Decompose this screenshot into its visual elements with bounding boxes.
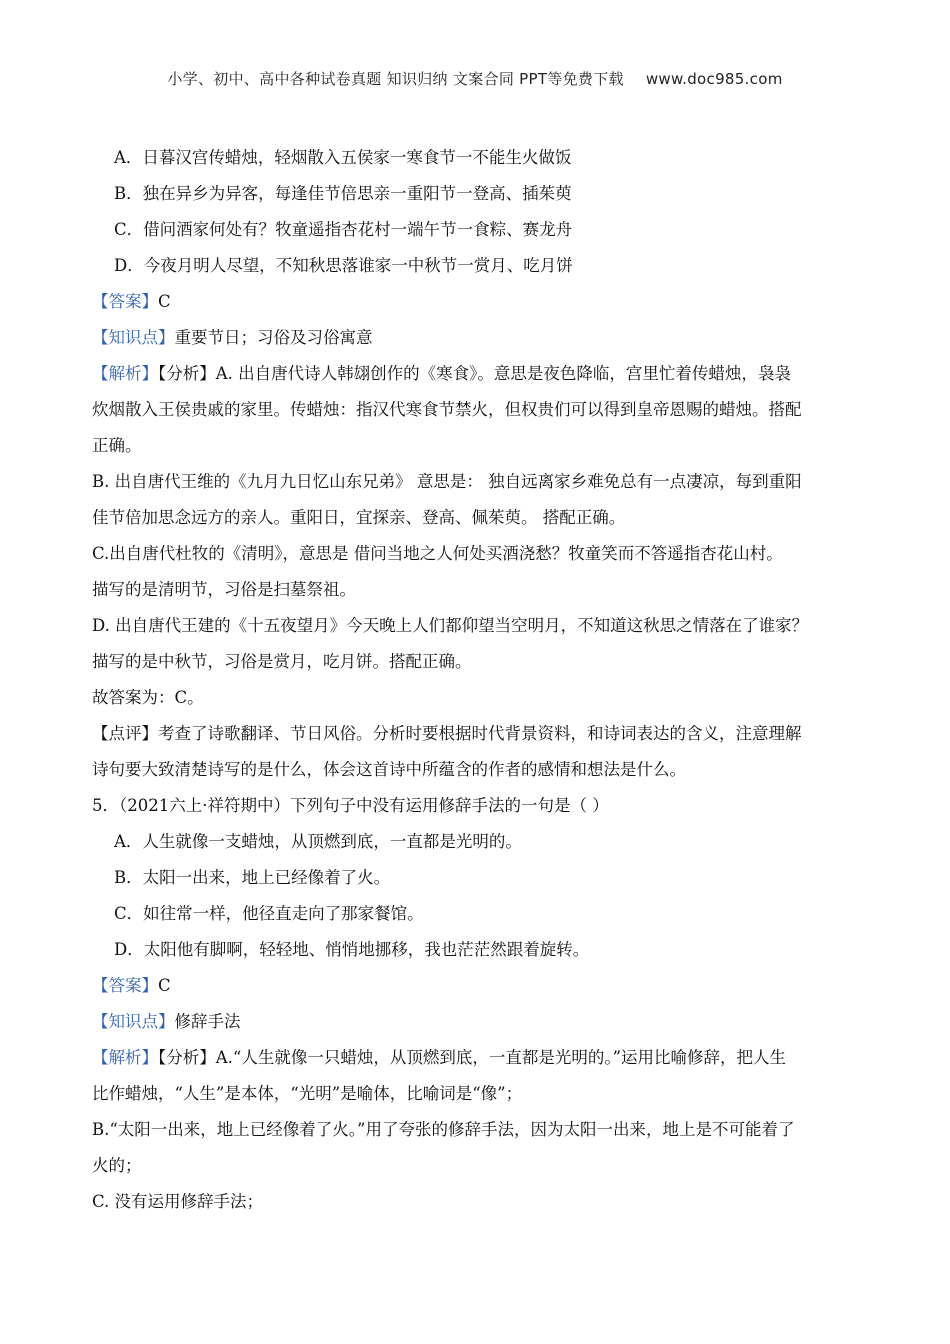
q4-analysis-line xyxy=(92,356,858,392)
answer-tag: 【答案】 xyxy=(92,976,158,995)
q5-answer xyxy=(92,968,858,1004)
q5-option-d: D．太阳他有脚啊，轻轻地、悄悄地挪移，我也茫茫然跟着旋转。 xyxy=(114,940,590,959)
knowledge-tag: 【知识点】 xyxy=(92,328,175,347)
q5-stem: 5．（2021六上·祥符期中）下列句子中没有运用修辞手法的一句是（ ） xyxy=(92,796,609,815)
q5-analysis-line: 火的； xyxy=(92,1156,142,1175)
analysis-text: 【分析】A.“人生就像一只蜡烛，从顶燃到底，一直都是光明的。”运用比喻修辞，把人生 xyxy=(158,1048,787,1067)
page-header xyxy=(0,68,950,89)
q5-option-c: C．如往常一样，他径直走向了那家餐馆。 xyxy=(114,904,424,923)
knowledge-value: 重要节日；习俗及习俗寓意 xyxy=(174,328,373,347)
q5-option-b: B．太阳一出来，地上已经像着了火。 xyxy=(114,868,391,887)
q5-analysis-line: 比作蜡烛，“人生”是本体，“光明”是喻体，比喻词是“像”； xyxy=(92,1084,523,1103)
header-text: 小学、初中、高中各种试卷真题 知识归纳 文案合同 PPT等免费下载 xyxy=(167,70,624,88)
document-body xyxy=(92,140,858,1220)
answer-value: C xyxy=(158,976,171,995)
q5-analysis-line: B.“太阳一出来，地上已经像着了火。”用了夸张的修辞手法，因为太阳一出来，地上是不可能着了 xyxy=(92,1120,795,1139)
q4-comment-line: 【点评】考查了诗歌翻译、节日风俗。分析时要根据时代背景资料，和诗词表达的含义，注意理解 xyxy=(92,724,802,743)
analysis-tag: 【解析】 xyxy=(92,1048,158,1067)
knowledge-value: 修辞手法 xyxy=(174,1012,241,1031)
q4-analysis-line: 描写的是中秋节，习俗是赏月，吃月饼。搭配正确。 xyxy=(92,652,472,671)
q5-knowledge xyxy=(92,1004,858,1040)
analysis-text: 【分析】A. 出自唐代诗人韩翃创作的《寒食》。意思是夜色降临，宫里忙着传蜡烛，袅袅 xyxy=(158,364,791,383)
q4-option-a: A．日暮汉宫传蜡烛，轻烟散入五侯家一寒食节一不能生火做饭 xyxy=(114,148,572,167)
q4-answer xyxy=(92,284,858,320)
header-site-link[interactable]: www.doc985.com xyxy=(645,70,783,88)
q4-option-d: D．今夜月明人尽望，不知秋思落谁家一中秋节一赏月、吃月饼 xyxy=(114,256,573,275)
q4-analysis-line: B. 出自唐代王维的《九月九日忆山东兄弟》 意思是： 独自远离家乡难免总有一点凄凉，每到重阳 xyxy=(92,472,802,491)
q5-option-a: A．人生就像一支蜡烛，从顶燃到底，一直都是光明的。 xyxy=(114,832,522,851)
q4-analysis-line: 正确。 xyxy=(92,436,142,455)
q4-knowledge xyxy=(92,320,858,356)
q4-option-c: C．借问酒家何处有？牧童遥指杏花村一端午节一食粽、赛龙舟 xyxy=(114,220,573,239)
q4-analysis-line: D. 出自唐代王建的《十五夜望月》今天晚上人们都仰望当空明月，不知道这秋思之情落在了谁家？ xyxy=(92,616,809,635)
knowledge-tag: 【知识点】 xyxy=(92,1012,175,1031)
q4-analysis-line: 故答案为：C。 xyxy=(92,688,204,707)
answer-tag: 【答案】 xyxy=(92,292,158,311)
q5-analysis-line xyxy=(92,1040,858,1076)
q4-analysis-line: 佳节倍加思念远方的亲人。重阳日，宜探亲、登高、佩茱萸。 搭配正确。 xyxy=(92,508,626,527)
q4-analysis-line: C.出自唐代杜牧的《清明》，意思是 借问当地之人何处买酒浇愁？牧童笑而不答遥指杏花山村。 xyxy=(92,544,783,563)
analysis-tag: 【解析】 xyxy=(92,364,158,383)
q5-analysis-line: C. 没有运用修辞手法； xyxy=(92,1192,264,1211)
answer-value: C xyxy=(158,292,171,311)
q4-analysis-line: 描写的是清明节，习俗是扫墓祭祖。 xyxy=(92,580,356,599)
q4-option-b: B．独在异乡为异客，每逢佳节倍思亲一重阳节一登高、插茱萸 xyxy=(114,184,572,203)
q4-comment-line: 诗句要大致清楚诗写的是什么，体会这首诗中所蕴含的作者的感情和想法是什么。 xyxy=(92,760,686,779)
q4-analysis-line: 炊烟散入王侯贵戚的家里。传蜡烛：指汉代寒食节禁火，但权贵们可以得到皇帝恩赐的蜡烛。搭配 xyxy=(92,400,802,419)
